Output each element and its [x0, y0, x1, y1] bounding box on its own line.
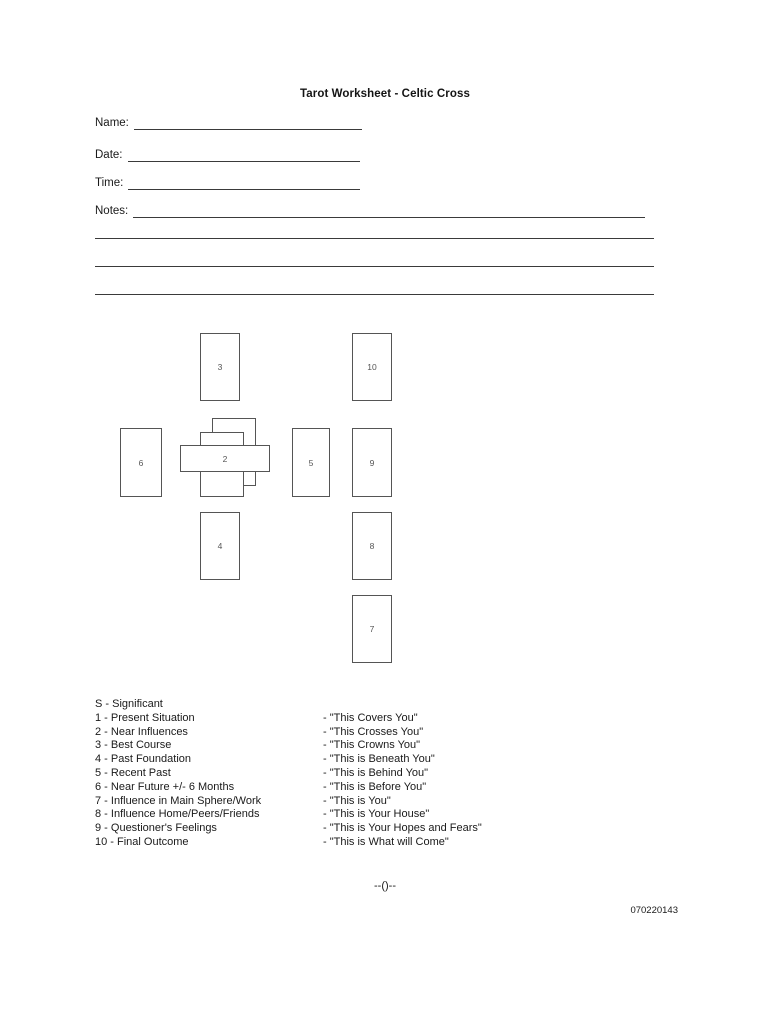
legend-position-name: 1 - Present Situation	[95, 711, 195, 724]
tarot-card-label: 9	[369, 457, 375, 468]
legend-row	[95, 808, 655, 822]
legend-row	[95, 795, 655, 809]
notes-blank-line-2[interactable]	[95, 266, 654, 267]
legend-position-name: 4 - Past Foundation	[95, 753, 192, 766]
tarot-card-8[interactable]	[352, 512, 392, 580]
tarot-card-label: 6	[138, 457, 144, 468]
field-row-notes	[95, 200, 645, 218]
legend-position-quote: - "This is Beneath You"	[323, 753, 435, 766]
legend-row	[95, 726, 655, 740]
tarot-card-label: 8	[369, 541, 375, 551]
field-rule-time[interactable]	[128, 176, 360, 190]
tarot-card-9[interactable]	[352, 428, 392, 497]
field-row-time	[95, 172, 360, 190]
tarot-card-label: 10	[367, 362, 377, 372]
tarot-card-label: 4	[217, 541, 223, 551]
legend-position-name: 5 - Recent Past	[95, 766, 171, 779]
tarot-card-6[interactable]	[120, 428, 162, 497]
field-label-notes: Notes:	[95, 205, 129, 217]
legend-position-name: S - Significant	[95, 698, 163, 710]
notes-blank-line-1[interactable]	[95, 238, 654, 239]
field-rule-date[interactable]	[128, 148, 360, 162]
legend-row	[95, 698, 655, 712]
tarot-card-label: 5	[308, 457, 314, 468]
position-legend	[95, 698, 655, 850]
legend-position-quote: - "This is You"	[323, 794, 391, 807]
legend-row	[95, 781, 655, 795]
legend-position-name: 7 - Influence in Main Sphere/Work	[95, 794, 262, 807]
legend-position-name: 10 - Final Outcome	[95, 835, 189, 848]
legend-position-name: 3 - Best Course	[95, 739, 172, 752]
field-row-date	[95, 144, 360, 162]
legend-position-quote: - "This is Your House"	[323, 808, 430, 821]
legend-row	[95, 836, 655, 850]
field-label-name: Name:	[95, 117, 129, 129]
tarot-card-label: 7	[369, 624, 375, 634]
legend-position-quote: - "This is Behind You"	[323, 766, 429, 779]
legend-position-quote: - "This is Your Hopes and Fears"	[323, 822, 482, 835]
legend-position-name: 2 - Near Influences	[95, 725, 188, 738]
field-label-time: Time:	[95, 177, 124, 189]
legend-position-quote: - "This Covers You"	[323, 711, 418, 724]
notes-blank-line-3[interactable]	[95, 294, 654, 295]
legend-position-quote: - "This Crowns You"	[323, 739, 421, 752]
legend-row	[95, 753, 655, 767]
field-rule-notes[interactable]	[133, 204, 645, 218]
footer-document-code: 070220143	[630, 905, 678, 916]
tarot-card-7[interactable]	[352, 595, 392, 663]
legend-row	[95, 712, 655, 726]
page-title: Tarot Worksheet - Celtic Cross	[299, 88, 470, 100]
legend-position-name: 9 - Questioner's Feelings	[95, 822, 217, 835]
tarot-card-5[interactable]	[292, 428, 330, 497]
field-rule-name[interactable]	[134, 116, 362, 130]
tarot-card-3[interactable]	[200, 333, 240, 401]
legend-position-name: 8 - Influence Home/Peers/Friends	[95, 808, 260, 821]
field-label-date: Date:	[95, 149, 123, 161]
tarot-card-2[interactable]	[180, 445, 270, 472]
field-row-name	[95, 112, 362, 130]
legend-position-quote: - "This is What will Come"	[323, 835, 449, 848]
legend-row	[95, 822, 655, 836]
legend-position-quote: - "This Crosses You"	[323, 725, 424, 738]
tarot-card-10[interactable]	[352, 333, 392, 401]
tarot-card-label: 2	[222, 453, 228, 464]
footer-ornament: --()--	[374, 880, 396, 892]
tarot-card-4[interactable]	[200, 512, 240, 580]
legend-position-quote: - "This is Before You"	[323, 780, 427, 793]
legend-position-name: 6 - Near Future +/- 6 Months	[95, 780, 235, 793]
tarot-card-label: 3	[217, 362, 223, 372]
legend-row	[95, 739, 655, 753]
legend-row	[95, 767, 655, 781]
